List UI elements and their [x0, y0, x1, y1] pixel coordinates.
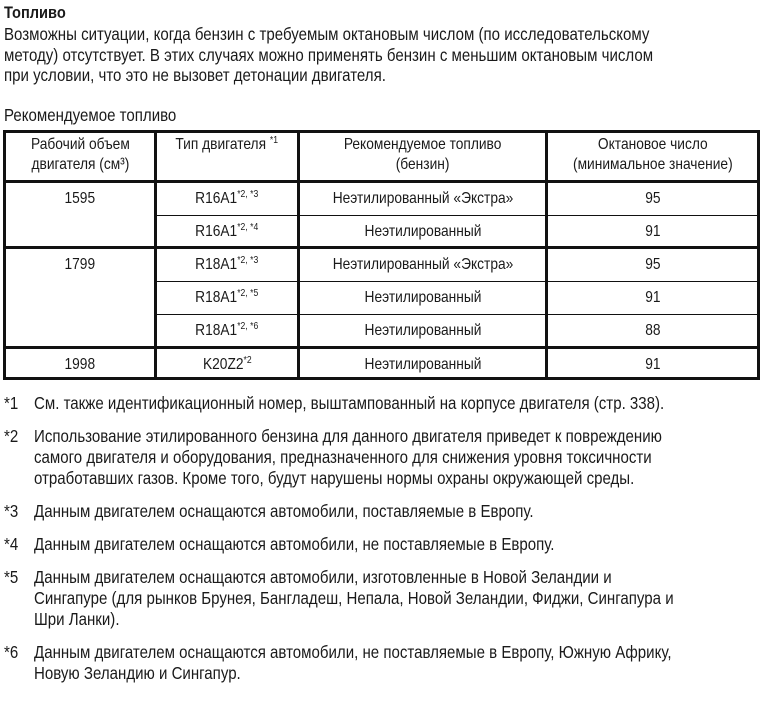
footnote-1	[4, 393, 773, 414]
footnote-line: Шри Ланки).	[34, 609, 120, 629]
header-text: Октановое число	[597, 136, 708, 153]
footnote-line: отработавших газов. Кроме того, будут нарушены нормы охраны окружающей среды.	[34, 468, 635, 488]
fuel-type: Неэтилированный	[364, 289, 481, 306]
table-row	[5, 348, 759, 379]
footnote-mark: *3	[4, 501, 19, 521]
footnote-line: самого двигателя и оборудования, предназначенного для снижения уровня токсичности	[34, 447, 652, 467]
footnote-ref: *1	[270, 135, 279, 146]
engine-code: R16A1	[195, 190, 238, 207]
cell-engine	[156, 182, 299, 216]
octane-value: 88	[644, 322, 661, 339]
cell-engine	[156, 216, 299, 248]
header-text: Рабочий объем	[30, 136, 130, 153]
cell-fuel	[299, 348, 547, 379]
header-displacement	[5, 132, 156, 182]
header-text: (минимальное значение)	[572, 156, 733, 173]
cell-octane	[547, 315, 759, 348]
header-recommended-fuel	[299, 132, 547, 182]
footnote-6	[4, 642, 773, 684]
cell-octane	[547, 182, 759, 216]
cell-fuel	[299, 315, 547, 348]
footnote-ref: *2, *6	[237, 321, 259, 332]
fuel-table	[3, 130, 760, 380]
cell-octane	[547, 282, 759, 315]
octane-value: 95	[644, 190, 661, 207]
cell-engine	[156, 348, 299, 379]
footnote-mark: *1	[4, 393, 19, 413]
table-header-row	[5, 132, 759, 182]
table-caption: Рекомендуемое топливо	[4, 105, 177, 125]
section-title: Топливо	[4, 3, 66, 22]
cell-displacement	[5, 248, 156, 348]
engine-code: R18A1	[195, 322, 238, 339]
cell-octane	[547, 248, 759, 282]
footnote-mark: *2	[4, 426, 19, 446]
engine-code: K20Z2	[202, 356, 244, 373]
cell-octane	[547, 348, 759, 379]
displacement-value: 1998	[64, 356, 96, 373]
footnote-ref: *2	[243, 355, 252, 366]
cell-engine	[156, 248, 299, 282]
footnote-4	[4, 534, 773, 555]
footnote-line: Использование этилированного бензина для данного двигателя приведет к повреждению	[34, 426, 662, 446]
engine-code: R18A1	[195, 256, 238, 273]
engine-code: R18A1	[195, 289, 238, 306]
footnote-ref: *2, *3	[237, 189, 259, 200]
header-text: (бензин)	[395, 156, 450, 173]
fuel-type: Неэтилированный	[364, 223, 481, 240]
footnote-line: См. также идентификационный номер, выштампованный на корпусе двигателя (стр. 338).	[34, 393, 665, 413]
footnote-2	[4, 426, 773, 489]
fuel-type: Неэтилированный «Экстра»	[332, 190, 513, 207]
cell-fuel	[299, 248, 547, 282]
intro-line: при условии, что это не вызовет детонации двигателя.	[4, 65, 386, 85]
octane-value: 91	[644, 223, 661, 240]
intro-line: Возможны ситуации, когда бензин с требуемым октановым числом (по исследовательскому	[4, 24, 650, 44]
footnote-line: Данным двигателем оснащаются автомобили, не поставляемые в Европу, Южную Африку,	[34, 642, 672, 662]
footnote-ref: *2, *4	[237, 222, 259, 233]
header-text: Рекомендуемое топливо	[343, 136, 502, 153]
engine-code: R16A1	[195, 223, 238, 240]
octane-value: 91	[644, 356, 661, 373]
fuel-type: Неэтилированный	[364, 356, 481, 373]
footnote-line: Данным двигателем оснащаются автомобили, поставляемые в Европу.	[34, 501, 534, 521]
footnote-ref: *2, *5	[237, 288, 259, 299]
footnote-mark: *4	[4, 534, 19, 554]
cell-engine	[156, 282, 299, 315]
displacement-value: 1799	[64, 256, 96, 273]
cell-displacement	[5, 182, 156, 248]
footnote-mark: *5	[4, 567, 19, 587]
intro-line: методу) отсутствует. В этих случаях можно применять бензин с меньшим октановым числом	[4, 44, 654, 65]
footnote-line: Сингапуре (для рынков Брунея, Бангладеш, Непала, Новой Зеландии, Фиджи, Сингапура и	[34, 588, 674, 608]
header-engine-type	[156, 132, 299, 182]
table-row	[5, 182, 759, 216]
intro-paragraph	[4, 24, 653, 86]
footnote-line: Новую Зеландию и Сингапур.	[34, 663, 241, 683]
footnotes	[4, 393, 773, 696]
cell-fuel	[299, 216, 547, 248]
footnote-line: Данным двигателем оснащаются автомобили, изготовленные в Новой Зеландии и	[34, 567, 612, 587]
cell-displacement	[5, 348, 156, 379]
octane-value: 91	[644, 289, 661, 306]
fuel-type: Неэтилированный «Экстра»	[332, 256, 513, 273]
octane-value: 95	[644, 256, 661, 273]
header-text: двигателя (см³)	[31, 156, 129, 173]
footnote-3	[4, 501, 773, 522]
table-row	[5, 248, 759, 282]
footnote-mark: *6	[4, 642, 19, 662]
fuel-type: Неэтилированный	[364, 322, 481, 339]
footnote-5	[4, 567, 773, 630]
header-text: Тип двигателя	[175, 136, 267, 153]
displacement-value: 1595	[64, 190, 96, 207]
cell-fuel	[299, 182, 547, 216]
footnote-line: Данным двигателем оснащаются автомобили, не поставляемые в Европу.	[34, 534, 555, 554]
cell-fuel	[299, 282, 547, 315]
cell-octane	[547, 216, 759, 248]
footnote-ref: *2, *3	[237, 255, 259, 266]
cell-engine	[156, 315, 299, 348]
header-octane	[547, 132, 759, 182]
